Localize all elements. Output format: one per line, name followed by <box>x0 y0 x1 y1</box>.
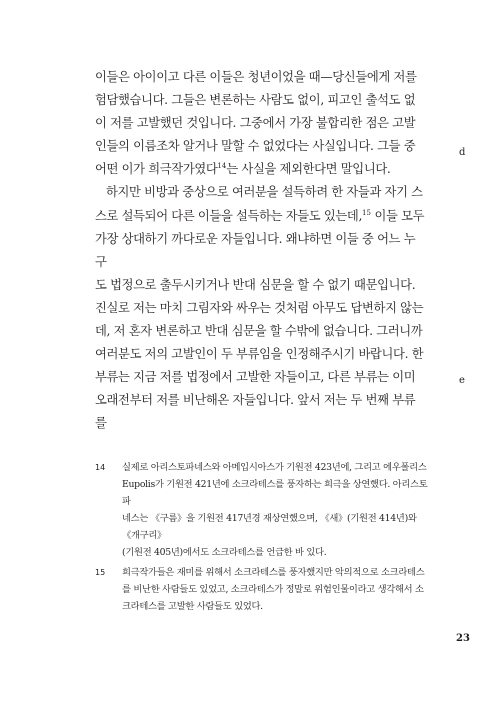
text-line: 도 법정으로 출두시키거나 반대 심문을 할 수 없기 때문입니다. <box>95 277 416 292</box>
footnote-15 <box>95 564 435 615</box>
footnote-line: 크라테스를 고발한 사람들도 있었다. <box>122 601 263 612</box>
footnote-line: 희극작가들은 재미를 위해서 소크라테스를 풍자했지만 악의적으로 소크라테스 <box>122 567 425 578</box>
text-line: 험담했습니다. 그들은 변론하는 사람도 없이, 피고인 출석도 없 <box>95 93 416 108</box>
footnote-line: 를 비난한 사람들도 있었고, 소크라테스가 정말로 위험인물이라고 생각해서 소 <box>122 584 424 595</box>
stephanus-marker-d: d <box>459 147 466 158</box>
footnote-ref-14[interactable]: 14 <box>217 162 227 171</box>
text-line: 데, 저 혼자 변론하고 반대 심문을 할 수밖에 없습니다. 그러니까 <box>95 324 423 339</box>
text-line: 인들의 이름조차 알거나 말할 수 없었다는 사실입니다. 그들 중 <box>95 139 416 154</box>
footnotes-section <box>95 459 435 618</box>
footnote-text <box>122 564 435 615</box>
footnote-number: 15 <box>95 568 106 577</box>
text-line: 스로 설득되어 다른 이들을 설득하는 자들도 있는데, <box>95 208 363 223</box>
paragraph-2 <box>95 181 425 435</box>
footnote-ref-15[interactable]: 15 <box>362 208 371 217</box>
text-line: 부류는 지금 저를 법정에서 고발한 자들이고, 다른 부류는 이미 <box>95 370 416 385</box>
paragraph-1 <box>95 66 425 181</box>
page-number: 23 <box>456 633 470 644</box>
footnote-text <box>122 459 435 561</box>
text-line: 이 저를 고발했던 것입니다. 그중에서 가장 불합리한 점은 고발 <box>95 116 416 131</box>
footnote-line: 네스는 《구름》을 기원전 417년경 재상연했으며, 《새》(기원전 414년)와 《개구리》 <box>122 513 417 541</box>
text-line: 진실로 저는 마치 그림자와 싸우는 것처럼 아무도 답변하지 않는 <box>95 300 424 315</box>
footnote-line: 실제로 아리스토파네스와 아메입시아스가 기원전 423년에, 그리고 에우폴리스 <box>122 462 427 473</box>
stephanus-marker-e: e <box>459 375 465 386</box>
text-line: 오래전부터 저를 비난해온 자들입니다. 앞서 저는 두 번째 부류를 <box>95 393 416 431</box>
text-line: 어떤 이가 희극작가였다 <box>95 162 218 177</box>
text-line: 이들은 아이이고 다른 이들은 청년이었을 때—당신들에게 저를 <box>95 70 417 84</box>
text-line: 가장 상대하기 까다로운 자들입니다. 왜냐하면 이들 중 어느 누구 <box>95 231 416 269</box>
footnote-number: 14 <box>95 463 106 472</box>
text-line: 여러분도 저의 고발인이 두 부류임을 인정해주시기 바랍니다. 한 <box>95 347 424 362</box>
main-text <box>95 66 425 436</box>
text-line: 이들 모두 <box>370 208 425 223</box>
text-line: 는 사실을 제외한다면 말입니다. <box>226 162 391 177</box>
footnote-14 <box>95 459 435 561</box>
footnote-line: Eupolis가 기원전 421년에 소크라테스를 풍자하는 희극을 상연했다. 아리스토파 <box>122 479 428 507</box>
text-line: 하지만 비방과 중상으로 여러분을 설득하려 한 자들과 자기 스 <box>106 185 423 200</box>
footnote-line: (기원전 405년)에서도 소크라테스를 언급한 바 있다. <box>122 547 327 558</box>
